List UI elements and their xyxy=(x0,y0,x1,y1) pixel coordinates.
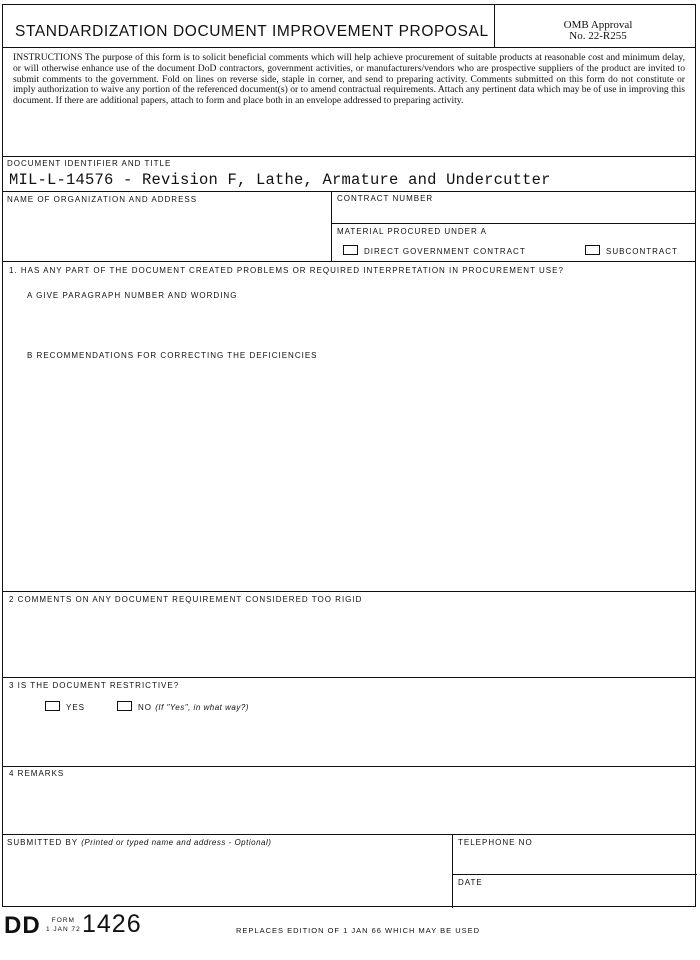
no-label: NO xyxy=(138,703,152,712)
document-identifier-value[interactable]: MIL-L-14576 - Revision F, Lathe, Armature and Undercutter xyxy=(9,171,551,189)
form-dd: DD xyxy=(4,912,41,939)
form-date: 1 JAN 72 xyxy=(46,926,81,933)
divider xyxy=(452,834,453,908)
divider xyxy=(3,47,695,48)
date-field[interactable] xyxy=(458,889,690,905)
divider xyxy=(3,191,695,192)
divider xyxy=(331,223,696,224)
divider xyxy=(3,677,695,678)
remarks-field[interactable] xyxy=(9,781,689,831)
divider xyxy=(3,591,695,592)
instructions-text: The purpose of this form is to solicit beneficial comments which will help achieve procurement of suitable products at reasonable cost and minimum delay, or will otherwise enhance use of the document DoD contractors, government activities, or manufacturers/vendors who are prospective suppliers of the product are invited to submit comments to the government. Fold on lines on reverse side, staple in corner, and send to preparing activity. Comments submitted on this form do not constitute or imply authorization to waive any portion of the referenced document(s) or to amend contractual requirements. Attach any pertinent data which may be of use in improving this document. If there are additional papers, attach to form and place both in an envelope addressed to preparing activity. xyxy=(13,52,685,107)
submitted-by-label xyxy=(7,838,271,847)
telephone-label: TELEPHONE NO xyxy=(458,838,533,847)
omb-approval xyxy=(503,20,693,42)
question-3-field[interactable] xyxy=(9,717,689,761)
yes-checkbox[interactable] xyxy=(45,701,60,711)
divider xyxy=(3,261,695,262)
question-1: 1. HAS ANY PART OF THE DOCUMENT CREATED PROBLEMS OR REQUIRED INTERPRETATION IN PROCUREMENT USE? xyxy=(9,266,564,275)
question-3: 3 IS THE DOCUMENT RESTRICTIVE? xyxy=(9,681,180,690)
material-procured-label: MATERIAL PROCURED UNDER A xyxy=(337,227,487,236)
restrictive-no-option[interactable] xyxy=(117,701,249,712)
divider xyxy=(3,834,695,835)
question-1b-field[interactable] xyxy=(27,363,687,587)
date-label: DATE xyxy=(458,878,483,887)
direct-contract-checkbox[interactable] xyxy=(343,245,358,255)
question-2-field[interactable] xyxy=(9,607,689,673)
omb-approval-number: No. 22-R255 xyxy=(569,30,627,42)
restrictive-yes-option[interactable] xyxy=(45,701,85,712)
divider xyxy=(3,766,695,767)
submitted-by-text: SUBMITTED BY xyxy=(7,838,78,847)
header-divider xyxy=(494,5,495,47)
form-edition xyxy=(46,916,81,934)
form-number: 1426 xyxy=(82,910,142,938)
yes-label: YES xyxy=(66,703,86,712)
question-4: 4 REMARKS xyxy=(9,769,65,778)
no-checkbox[interactable] xyxy=(117,701,132,711)
form-word: FORM xyxy=(51,917,75,924)
question-1a-field[interactable] xyxy=(27,303,687,347)
organization-label: NAME OF ORGANIZATION AND ADDRESS xyxy=(7,195,198,204)
question-1a: A GIVE PARAGRAPH NUMBER AND WORDING xyxy=(27,291,238,300)
form-title: STANDARDIZATION DOCUMENT IMPROVEMENT PROPOSAL xyxy=(15,23,489,40)
direct-government-contract-option[interactable] xyxy=(343,245,526,256)
omb-approval-label: OMB Approval xyxy=(563,19,633,31)
form-frame xyxy=(2,4,696,907)
subcontract-option[interactable] xyxy=(585,245,678,256)
instructions xyxy=(13,53,685,107)
question-2: 2 COMMENTS ON ANY DOCUMENT REQUIREMENT CONSIDERED TOO RIGID xyxy=(9,595,363,604)
telephone-field[interactable] xyxy=(458,850,690,870)
divider xyxy=(452,874,697,875)
question-1b: B RECOMMENDATIONS FOR CORRECTING THE DEFICIENCIES xyxy=(27,351,318,360)
divider xyxy=(3,156,695,157)
subcontract-label: SUBCONTRACT xyxy=(606,247,678,256)
submitted-by-note: (Printed or typed name and address - Optional) xyxy=(81,838,272,847)
subcontract-checkbox[interactable] xyxy=(585,245,600,255)
instructions-lead: INSTRUCTIONS xyxy=(13,52,83,63)
submitted-by-field[interactable] xyxy=(7,851,447,903)
document-identifier-label: DOCUMENT IDENTIFIER AND TITLE xyxy=(7,159,172,168)
contract-number-field[interactable] xyxy=(337,205,689,223)
divider xyxy=(331,191,332,261)
replaces-edition: REPLACES EDITION OF 1 JAN 66 WHICH MAY BE USED xyxy=(236,926,481,935)
restrictive-note: (If "Yes", in what way?) xyxy=(155,703,249,712)
organization-field[interactable] xyxy=(7,207,325,257)
direct-contract-label: DIRECT GOVERNMENT CONTRACT xyxy=(364,247,526,256)
contract-number-label: CONTRACT NUMBER xyxy=(337,194,434,203)
